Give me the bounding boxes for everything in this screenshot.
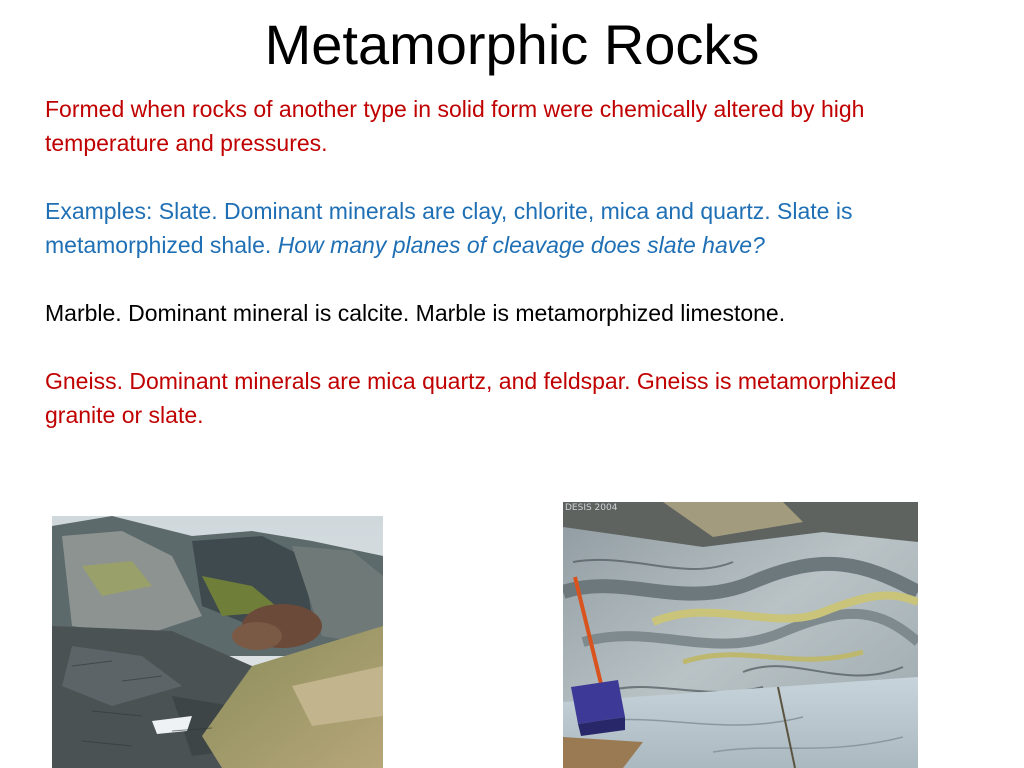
slide-title: Metamorphic Rocks [264, 13, 760, 76]
marble-paragraph: Marble. Dominant mineral is calcite. Marble is metamorphized limestone. [45, 300, 786, 326]
slate-description: Examples: Slate. Dominant minerals are clay, chlorite, mica and quartz. Slate is metamorphized shale. [45, 198, 853, 258]
slide-body [45, 92, 945, 466]
gneiss-paragraph: Gneiss. Dominant minerals are mica quartz, and feldspar. Gneiss is metamorphized granite or slate. [45, 368, 897, 428]
slate-quarry-photo [52, 516, 383, 768]
slate-quarry-image [52, 516, 383, 768]
marble-photo-watermark: DESIS 2004 [565, 503, 618, 513]
marble-quarry-photo [563, 502, 918, 768]
marble-quarry-image [563, 502, 918, 768]
slate-paragraph [45, 194, 945, 262]
intro-paragraph: Formed when rocks of another type in solid form were chemically altered by high temperature and pressures. [45, 96, 865, 156]
slate-question: How many planes of cleavage does slate have? [277, 232, 765, 258]
